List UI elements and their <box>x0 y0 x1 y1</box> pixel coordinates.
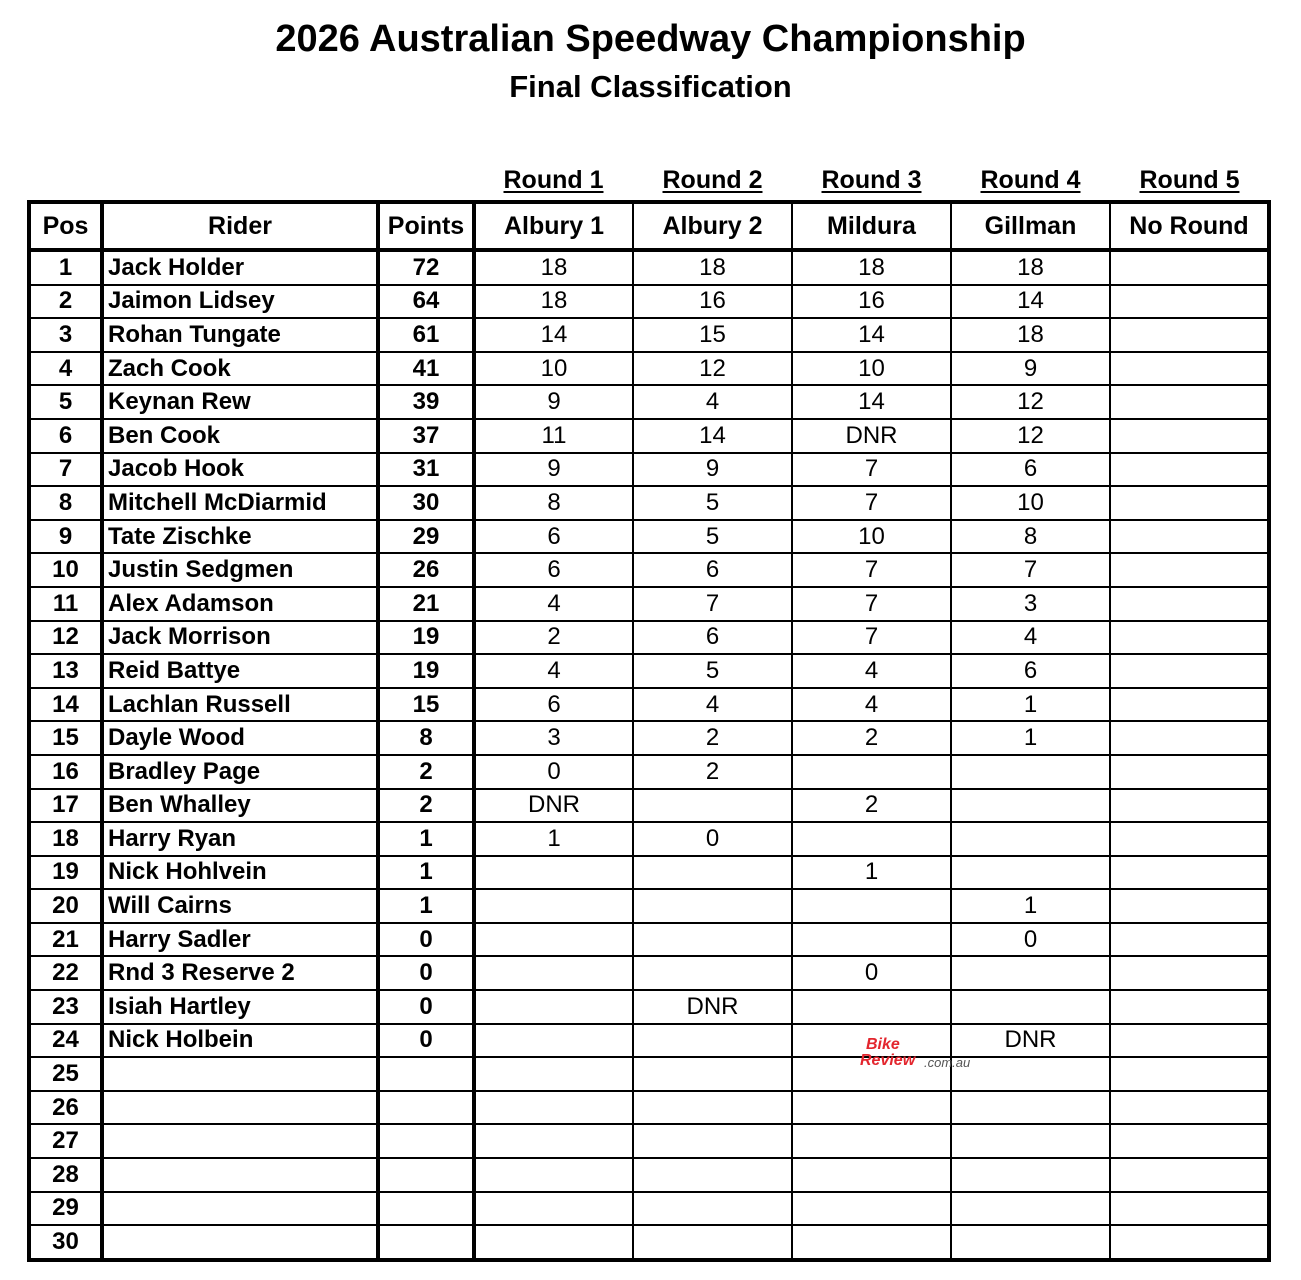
table-row <box>29 318 1269 352</box>
pos-cell: 8 <box>29 486 102 520</box>
round-1-cell <box>474 1225 633 1260</box>
round-1-cell <box>474 1124 633 1158</box>
round-5-cell <box>1110 1192 1269 1226</box>
points-cell: 39 <box>378 385 474 419</box>
round-2-cell: 2 <box>633 755 792 789</box>
round-1-cell: 9 <box>474 453 633 487</box>
round-3-cell: 1 <box>792 856 951 890</box>
rider-cell: Mitchell McDiarmid <box>102 486 378 520</box>
round-1-cell: 3 <box>474 721 633 755</box>
round-2-cell: 9 <box>633 453 792 487</box>
pos-cell: 5 <box>29 385 102 419</box>
round-2-cell <box>633 1024 792 1058</box>
round-1-cell: DNR <box>474 789 633 823</box>
round-2-cell <box>633 856 792 890</box>
round-4-cell <box>951 856 1110 890</box>
round-5-cell <box>1110 889 1269 923</box>
round-1-cell <box>474 1057 633 1091</box>
round-2-cell <box>633 923 792 957</box>
round-3-cell <box>792 1124 951 1158</box>
table-row <box>29 250 1269 285</box>
rider-cell: Isiah Hartley <box>102 990 378 1024</box>
points-cell: 0 <box>378 956 474 990</box>
table-row <box>29 721 1269 755</box>
table-row <box>29 990 1269 1024</box>
round-3-cell: 4 <box>792 688 951 722</box>
table-row <box>29 587 1269 621</box>
round-4-cell: 6 <box>951 453 1110 487</box>
round-2-cell: 5 <box>633 486 792 520</box>
rider-cell: Keynan Rew <box>102 385 378 419</box>
round-label-3: Round 3 <box>821 166 922 194</box>
round-4-cell: DNR <box>951 1024 1110 1058</box>
header-points: Points <box>378 202 474 250</box>
points-cell <box>378 1091 474 1125</box>
points-cell <box>378 1124 474 1158</box>
round-3-cell: 7 <box>792 587 951 621</box>
rider-cell: Jaimon Lidsey <box>102 285 378 319</box>
points-cell: 61 <box>378 318 474 352</box>
pos-cell: 24 <box>29 1024 102 1058</box>
round-2-cell: 0 <box>633 822 792 856</box>
rider-cell: Ben Whalley <box>102 789 378 823</box>
round-3-cell <box>792 923 951 957</box>
pos-cell: 26 <box>29 1091 102 1125</box>
points-cell <box>378 1225 474 1260</box>
pos-cell: 29 <box>29 1192 102 1226</box>
pos-cell: 21 <box>29 923 102 957</box>
table-row <box>29 553 1269 587</box>
table-row <box>29 956 1269 990</box>
round-4-cell <box>951 1225 1110 1260</box>
points-cell: 72 <box>378 250 474 285</box>
round-5-cell <box>1110 318 1269 352</box>
round-4-cell: 9 <box>951 352 1110 386</box>
header-venue-4: Gillman <box>951 202 1110 250</box>
round-label-2: Round 2 <box>662 166 763 194</box>
round-label-5: Round 5 <box>1139 166 1240 194</box>
points-cell: 41 <box>378 352 474 386</box>
round-1-cell: 6 <box>474 520 633 554</box>
round-1-cell <box>474 923 633 957</box>
table-row <box>29 1024 1269 1058</box>
round-labels <box>0 162 1301 198</box>
round-2-cell: 6 <box>633 553 792 587</box>
round-5-cell <box>1110 486 1269 520</box>
round-3-cell: 7 <box>792 453 951 487</box>
round-1-cell <box>474 956 633 990</box>
points-cell: 19 <box>378 621 474 655</box>
table-row <box>29 1091 1269 1125</box>
round-label-1: Round 1 <box>503 166 604 194</box>
round-4-cell: 6 <box>951 654 1110 688</box>
round-4-cell: 1 <box>951 688 1110 722</box>
round-2-cell: 6 <box>633 621 792 655</box>
table-row <box>29 453 1269 487</box>
rider-cell <box>102 1192 378 1226</box>
rider-cell: Reid Battye <box>102 654 378 688</box>
round-3-cell: 18 <box>792 250 951 285</box>
round-3-cell <box>792 1225 951 1260</box>
pos-cell: 12 <box>29 621 102 655</box>
rider-cell: Bradley Page <box>102 755 378 789</box>
header-venue-5: No Round <box>1110 202 1269 250</box>
points-cell: 1 <box>378 822 474 856</box>
round-5-cell <box>1110 621 1269 655</box>
pos-cell: 20 <box>29 889 102 923</box>
rider-cell: Harry Ryan <box>102 822 378 856</box>
pos-cell: 28 <box>29 1158 102 1192</box>
header-venue-3: Mildura <box>792 202 951 250</box>
round-4-cell: 4 <box>951 621 1110 655</box>
round-1-cell: 14 <box>474 318 633 352</box>
points-cell: 31 <box>378 453 474 487</box>
round-4-cell: 8 <box>951 520 1110 554</box>
results-body <box>29 250 1269 1260</box>
points-cell: 0 <box>378 990 474 1024</box>
header-pos: Pos <box>29 202 102 250</box>
round-3-cell: 14 <box>792 318 951 352</box>
round-1-cell <box>474 1158 633 1192</box>
classification-table <box>27 200 1271 1262</box>
rider-cell: Jack Morrison <box>102 621 378 655</box>
pos-cell: 9 <box>29 520 102 554</box>
round-4-cell: 1 <box>951 721 1110 755</box>
round-4-cell <box>951 1091 1110 1125</box>
table-row <box>29 520 1269 554</box>
pos-cell: 18 <box>29 822 102 856</box>
round-5-cell <box>1110 990 1269 1024</box>
round-2-cell: 18 <box>633 250 792 285</box>
round-1-cell <box>474 889 633 923</box>
rider-cell: Tate Zischke <box>102 520 378 554</box>
round-1-cell <box>474 990 633 1024</box>
page-title: 2026 Australian Speedway Championship <box>275 18 1026 60</box>
round-1-cell <box>474 1192 633 1226</box>
round-5-cell <box>1110 285 1269 319</box>
round-4-cell: 12 <box>951 385 1110 419</box>
points-cell: 64 <box>378 285 474 319</box>
round-5-cell <box>1110 352 1269 386</box>
round-5-cell <box>1110 956 1269 990</box>
rider-cell: Will Cairns <box>102 889 378 923</box>
rider-cell <box>102 1124 378 1158</box>
round-3-cell <box>792 755 951 789</box>
rider-cell: Jack Holder <box>102 250 378 285</box>
table-row <box>29 688 1269 722</box>
round-4-cell <box>951 822 1110 856</box>
round-5-cell <box>1110 1158 1269 1192</box>
round-5-cell <box>1110 385 1269 419</box>
round-1-cell: 11 <box>474 419 633 453</box>
round-2-cell: 4 <box>633 385 792 419</box>
round-4-cell: 12 <box>951 419 1110 453</box>
rider-cell <box>102 1057 378 1091</box>
round-4-cell: 18 <box>951 318 1110 352</box>
round-4-cell: 0 <box>951 923 1110 957</box>
points-cell <box>378 1192 474 1226</box>
table-row <box>29 419 1269 453</box>
round-3-cell <box>792 1024 951 1058</box>
round-2-cell <box>633 956 792 990</box>
round-3-cell <box>792 990 951 1024</box>
round-1-cell: 18 <box>474 285 633 319</box>
rider-cell: Nick Hohlvein <box>102 856 378 890</box>
round-2-cell <box>633 1192 792 1226</box>
points-cell: 21 <box>378 587 474 621</box>
round-5-cell <box>1110 923 1269 957</box>
round-4-cell <box>951 956 1110 990</box>
points-cell: 2 <box>378 755 474 789</box>
table-row <box>29 1158 1269 1192</box>
round-2-cell <box>633 1225 792 1260</box>
table-row <box>29 486 1269 520</box>
header-row <box>29 202 1269 250</box>
rider-cell: Harry Sadler <box>102 923 378 957</box>
round-2-cell <box>633 1158 792 1192</box>
points-cell: 26 <box>378 553 474 587</box>
rider-cell: Nick Holbein <box>102 1024 378 1058</box>
table-row <box>29 822 1269 856</box>
round-5-cell <box>1110 654 1269 688</box>
round-4-cell <box>951 1192 1110 1226</box>
table-row <box>29 352 1269 386</box>
table-row <box>29 789 1269 823</box>
round-3-cell: 14 <box>792 385 951 419</box>
table-row <box>29 755 1269 789</box>
round-3-cell <box>792 1158 951 1192</box>
round-3-cell <box>792 1057 951 1091</box>
header-venue-2: Albury 2 <box>633 202 792 250</box>
table-row <box>29 385 1269 419</box>
round-5-cell <box>1110 789 1269 823</box>
round-3-cell: 10 <box>792 352 951 386</box>
rider-cell: Justin Sedgmen <box>102 553 378 587</box>
round-1-cell: 4 <box>474 587 633 621</box>
round-label-4: Round 4 <box>980 166 1081 194</box>
round-5-cell <box>1110 1057 1269 1091</box>
table-row <box>29 1057 1269 1091</box>
pos-cell: 1 <box>29 250 102 285</box>
round-3-cell <box>792 1192 951 1226</box>
rider-cell <box>102 1158 378 1192</box>
round-4-cell <box>951 755 1110 789</box>
round-3-cell: 16 <box>792 285 951 319</box>
rider-cell: Rohan Tungate <box>102 318 378 352</box>
round-1-cell: 6 <box>474 688 633 722</box>
points-cell: 8 <box>378 721 474 755</box>
rider-cell: Alex Adamson <box>102 587 378 621</box>
pos-cell: 22 <box>29 956 102 990</box>
round-2-cell: 12 <box>633 352 792 386</box>
pos-cell: 27 <box>29 1124 102 1158</box>
round-4-cell: 1 <box>951 889 1110 923</box>
round-4-cell <box>951 1124 1110 1158</box>
pos-cell: 19 <box>29 856 102 890</box>
table-row <box>29 889 1269 923</box>
pos-cell: 4 <box>29 352 102 386</box>
round-1-cell: 4 <box>474 654 633 688</box>
round-2-cell: 16 <box>633 285 792 319</box>
round-4-cell <box>951 1158 1110 1192</box>
round-3-cell <box>792 889 951 923</box>
round-4-cell: 18 <box>951 250 1110 285</box>
pos-cell: 16 <box>29 755 102 789</box>
watermark-domain: .com.au <box>924 1055 971 1070</box>
round-4-cell: 10 <box>951 486 1110 520</box>
rider-cell <box>102 1091 378 1125</box>
round-2-cell <box>633 789 792 823</box>
round-2-cell <box>633 889 792 923</box>
round-2-cell: 5 <box>633 520 792 554</box>
round-5-cell <box>1110 587 1269 621</box>
points-cell: 37 <box>378 419 474 453</box>
points-cell: 1 <box>378 889 474 923</box>
table-row <box>29 923 1269 957</box>
round-1-cell: 10 <box>474 352 633 386</box>
round-5-cell <box>1110 520 1269 554</box>
page-subtitle: Final Classification <box>509 69 792 104</box>
round-5-cell <box>1110 721 1269 755</box>
round-5-cell <box>1110 822 1269 856</box>
rider-cell: Lachlan Russell <box>102 688 378 722</box>
round-2-cell: 7 <box>633 587 792 621</box>
round-2-cell <box>633 1057 792 1091</box>
points-cell: 1 <box>378 856 474 890</box>
round-5-cell <box>1110 1024 1269 1058</box>
pos-cell: 15 <box>29 721 102 755</box>
round-4-cell: 7 <box>951 553 1110 587</box>
table-row <box>29 1192 1269 1226</box>
round-2-cell: 2 <box>633 721 792 755</box>
pos-cell: 23 <box>29 990 102 1024</box>
table-row <box>29 1124 1269 1158</box>
round-5-cell <box>1110 1091 1269 1125</box>
table-row <box>29 856 1269 890</box>
header-rider: Rider <box>102 202 378 250</box>
round-1-cell <box>474 856 633 890</box>
round-5-cell <box>1110 1225 1269 1260</box>
pos-cell: 25 <box>29 1057 102 1091</box>
round-3-cell: 2 <box>792 721 951 755</box>
table-row <box>29 621 1269 655</box>
pos-cell: 3 <box>29 318 102 352</box>
round-3-cell <box>792 1091 951 1125</box>
round-1-cell: 1 <box>474 822 633 856</box>
rider-cell: Jacob Hook <box>102 453 378 487</box>
pos-cell: 13 <box>29 654 102 688</box>
pos-cell: 11 <box>29 587 102 621</box>
pos-cell: 2 <box>29 285 102 319</box>
pos-cell: 14 <box>29 688 102 722</box>
table-row <box>29 654 1269 688</box>
points-cell: 15 <box>378 688 474 722</box>
round-3-cell: 2 <box>792 789 951 823</box>
round-1-cell: 18 <box>474 250 633 285</box>
round-4-cell: 14 <box>951 285 1110 319</box>
round-1-cell: 9 <box>474 385 633 419</box>
points-cell <box>378 1057 474 1091</box>
round-5-cell <box>1110 688 1269 722</box>
points-cell: 30 <box>378 486 474 520</box>
points-cell: 19 <box>378 654 474 688</box>
round-2-cell <box>633 1124 792 1158</box>
pos-cell: 6 <box>29 419 102 453</box>
points-cell: 0 <box>378 1024 474 1058</box>
pos-cell: 30 <box>29 1225 102 1260</box>
round-4-cell: 3 <box>951 587 1110 621</box>
rider-cell: Ben Cook <box>102 419 378 453</box>
round-1-cell: 8 <box>474 486 633 520</box>
round-1-cell <box>474 1091 633 1125</box>
round-2-cell: 4 <box>633 688 792 722</box>
round-5-cell <box>1110 1124 1269 1158</box>
round-3-cell: 7 <box>792 553 951 587</box>
pos-cell: 10 <box>29 553 102 587</box>
round-1-cell: 6 <box>474 553 633 587</box>
round-2-cell: 15 <box>633 318 792 352</box>
round-4-cell <box>951 990 1110 1024</box>
rider-cell: Dayle Wood <box>102 721 378 755</box>
round-4-cell <box>951 1057 1110 1091</box>
rider-cell <box>102 1225 378 1260</box>
table-row <box>29 1225 1269 1260</box>
round-3-cell: 7 <box>792 486 951 520</box>
round-1-cell: 2 <box>474 621 633 655</box>
rider-cell: Zach Cook <box>102 352 378 386</box>
round-2-cell: 14 <box>633 419 792 453</box>
points-cell: 0 <box>378 923 474 957</box>
watermark-bike: Bike <box>866 1036 900 1053</box>
round-1-cell: 0 <box>474 755 633 789</box>
round-3-cell: 4 <box>792 654 951 688</box>
round-3-cell <box>792 822 951 856</box>
rider-cell: Rnd 3 Reserve 2 <box>102 956 378 990</box>
pos-cell: 7 <box>29 453 102 487</box>
round-5-cell <box>1110 755 1269 789</box>
round-3-cell: DNR <box>792 419 951 453</box>
watermark-review: Review <box>860 1052 916 1069</box>
points-cell <box>378 1158 474 1192</box>
round-5-cell <box>1110 856 1269 890</box>
round-3-cell: 7 <box>792 621 951 655</box>
round-2-cell: DNR <box>633 990 792 1024</box>
round-4-cell <box>951 789 1110 823</box>
round-3-cell: 0 <box>792 956 951 990</box>
round-5-cell <box>1110 250 1269 285</box>
round-2-cell: 5 <box>633 654 792 688</box>
round-5-cell <box>1110 553 1269 587</box>
pos-cell: 17 <box>29 789 102 823</box>
header-venue-1: Albury 1 <box>474 202 633 250</box>
points-cell: 2 <box>378 789 474 823</box>
round-3-cell: 10 <box>792 520 951 554</box>
round-5-cell <box>1110 419 1269 453</box>
round-1-cell <box>474 1024 633 1058</box>
points-cell: 29 <box>378 520 474 554</box>
table-row <box>29 285 1269 319</box>
round-5-cell <box>1110 453 1269 487</box>
round-2-cell <box>633 1091 792 1125</box>
